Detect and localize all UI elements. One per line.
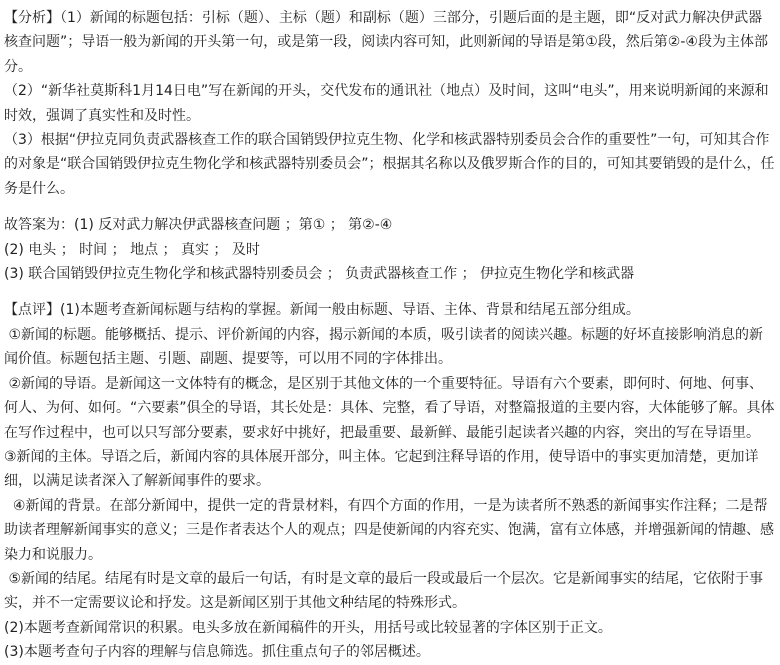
answer-line-3: (3) 联合国销毁伊拉克生物化学和核武器特别委员会 ； 负责武器核查工作 ； 伊拉克生物化学和核武器 (4, 266, 635, 283)
analysis-paragraph-2: （2）“新华社莫斯科1月14日电”写在新闻的开头，交代发布的通讯社（地点）及时间，这叫“电头”，用来说明新闻的来源和时效，强调了真实性和及时性。 (4, 83, 769, 124)
section-gap (4, 201, 776, 213)
comment-item-title: ①新闻的标题。能够概括、提示、评价新闻的内容，揭示新闻的本质，吸引读者的阅读兴趣。标题的好坏直接影响消息的新闻价值。标题包括主题、引题、副题、提要等，可以用不同的字体排出。 (4, 326, 764, 368)
comment-point-2: (2)本题考查新闻常识的积累。电头多放在新闻稿件的开头，用括号或比较显著的字体区别于正文。 (4, 619, 612, 636)
comment-item-ending: ⑤新闻的结尾。结尾有时是文章的最后一句话，有时是文章的最后一段或最后一个层次。它是新闻事实的结尾，它依附于事实，并不一定需要议论和抒发。这是新闻区别于其他文种结尾的特殊形式。 (4, 570, 764, 612)
answer-section (4, 213, 776, 286)
answer-line-1: 故答案为：(1) 反对武力解决伊武器核查问题 ；第① ； 第②-④ (4, 217, 393, 234)
comment-item-lead: ②新闻的导语。是新闻这一文体特有的概念，是区别于其他文体的一个重要特征。导语有六个要素，即何时、何地、何事、何人、为何、如何。“六要素”俱全的导语，其长处是：具体、完整，看了导语，对整篇报道的主要内容，大体能够了解。具体在写作过程中，也可以只写部分要素，要求好中挑好，把最重要、最新鲜、最能引起读者兴趣的内容，突出的写在导语里。 (4, 375, 775, 441)
analysis-paragraph-1: 【分析】（1）新闻的标题包括：引标（题）、主标（题）和副标（题）三部分，引题后面的是主题，即“反对武力解决伊武器核查问题”；导语一般为新闻的开头第一句，或是第一段，阅读内容可知，此则新闻的导语是第①段，然后第②-④段为主体部分。 (4, 10, 768, 75)
comment-intro: 【点评】(1)本题考查新闻标题与结构的掌握。新闻一般由标题、导语、主体、背景和结尾五部分组成。 (4, 302, 640, 319)
comment-point-3: (3)本题考查句子内容的理解与信息筛选。抓住重点句子的邻居概述。 (4, 644, 430, 661)
comment-section (4, 298, 776, 664)
section-gap (4, 286, 776, 298)
analysis-section (4, 6, 776, 201)
analysis-paragraph-3: （3）根据“伊拉克同负责武器核查工作的联合国销毁伊拉克生物、化学和核武器特别委员会合作的重要性”一句，可知其合作的对象是“联合国销毁伊拉克生物化学和核武器特别委员会”；根据其名称以及俄罗斯合作的目的，可知其要销毁的是什么，任务是什么。 (4, 132, 775, 197)
answer-line-2: (2) 电头 ； 时间 ； 地点 ； 真实 ； 及时 (4, 241, 260, 258)
comment-item-body: ③新闻的主体。导语之后，新闻内容的具体展开部分，叫主体。它起到注释导语的作用，使导语中的事实更加清楚，更加详细，以满足读者深入了解新闻事件的要求。 (4, 448, 759, 490)
comment-item-background: ④新闻的背景。在部分新闻中，提供一定的背景材料，有四个方面的作用，一是为读者所不熟悉的新闻事实作注释；二是帮助读者理解新闻事实的意义；三是作者表达个人的观点；四是使新闻的内容充实、饱满，富有立体感，并增强新闻的情趣、感染力和说服力。 (4, 497, 774, 563)
